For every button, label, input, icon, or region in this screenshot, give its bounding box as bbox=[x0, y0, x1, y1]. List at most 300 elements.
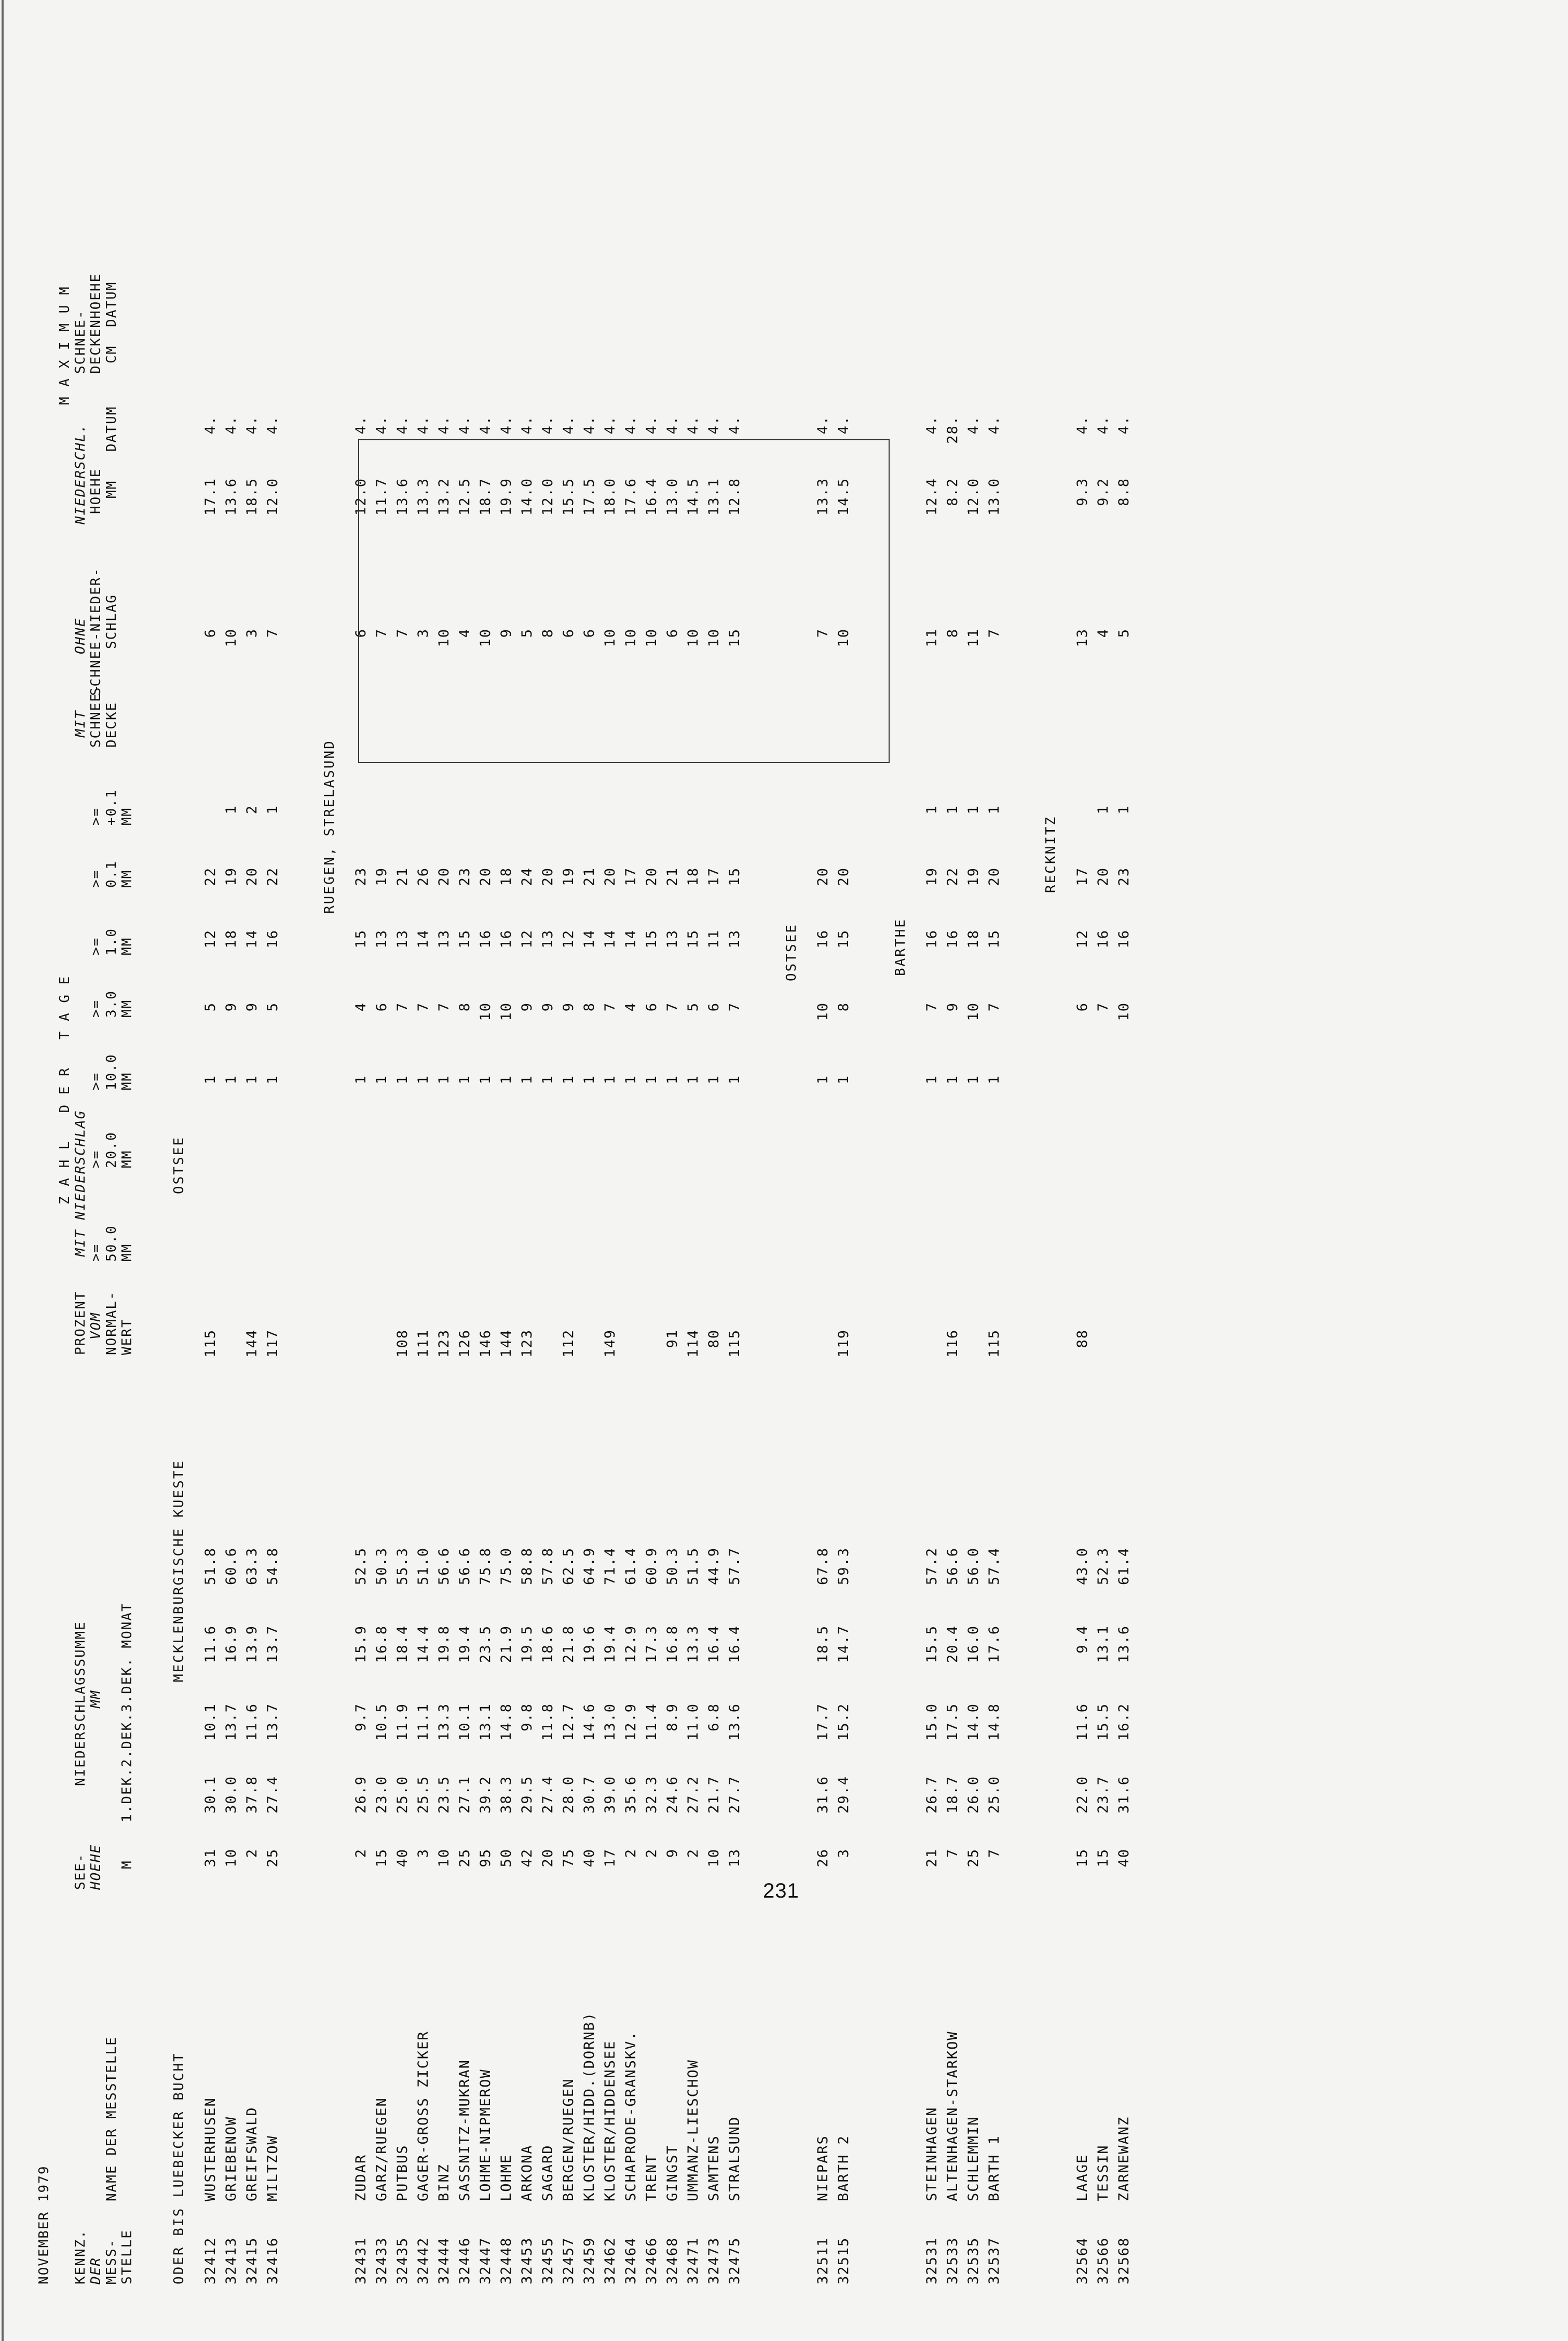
cell-d1: 27.4 bbox=[540, 1776, 556, 1814]
cell-ohne: 3 bbox=[415, 628, 431, 638]
cell-n10: 1 bbox=[478, 1075, 494, 1085]
cell-id: 32415 bbox=[244, 2237, 260, 2284]
section-marker: OSTSEE bbox=[784, 923, 799, 981]
cell-ohne: 13 bbox=[1074, 628, 1090, 647]
table-row bbox=[353, 10, 374, 2284]
cell-n01: 19 bbox=[924, 867, 940, 886]
cell-md: 4. bbox=[223, 415, 239, 435]
cell-ohne: 10 bbox=[623, 628, 639, 647]
cell-name: NIEPARS bbox=[815, 2135, 831, 2201]
cell-n1: 16 bbox=[815, 929, 831, 949]
cell-np: 1 bbox=[945, 805, 961, 815]
cell-mx: 14.5 bbox=[836, 478, 852, 516]
cell-d2: 11.8 bbox=[540, 1703, 556, 1741]
cell-m: 63.3 bbox=[244, 1547, 260, 1586]
header-nied-1: NIEDERSCHLAGSSUMME bbox=[73, 1621, 88, 1786]
cell-n10: 1 bbox=[561, 1075, 577, 1085]
threshold-thrv-4: 1.0 bbox=[104, 928, 119, 955]
threshold-thr-2: >= bbox=[88, 1072, 104, 1090]
cell-np: 1 bbox=[986, 805, 1002, 815]
cell-n01: 19 bbox=[374, 867, 390, 886]
cell-n01: 15 bbox=[727, 867, 743, 886]
cell-n01: 23 bbox=[353, 867, 369, 886]
cell-np: 1 bbox=[265, 805, 281, 815]
cell-d1: 30.7 bbox=[581, 1776, 597, 1814]
cell-md: 4. bbox=[836, 415, 852, 435]
section-marker: OSTSEE bbox=[171, 1136, 187, 1194]
cell-p: 115 bbox=[727, 1329, 743, 1358]
threshold-thrv-3: 3.0 bbox=[104, 990, 119, 1018]
cell-d1: 24.6 bbox=[664, 1776, 680, 1814]
cell-mx: 17.6 bbox=[623, 478, 639, 516]
cell-d2: 13.6 bbox=[727, 1703, 743, 1741]
cell-mx: 13.0 bbox=[664, 478, 680, 516]
cell-m: 62.5 bbox=[561, 1547, 577, 1586]
cell-n1: 15 bbox=[457, 929, 473, 949]
cell-n01: 20 bbox=[986, 867, 1002, 886]
cell-d2: 11.0 bbox=[685, 1703, 701, 1741]
cell-n3: 7 bbox=[602, 1002, 618, 1012]
cell-md: 4. bbox=[581, 415, 597, 435]
cell-ohne: 7 bbox=[265, 628, 281, 638]
cell-see: 40 bbox=[581, 1848, 597, 1868]
cell-p: 119 bbox=[836, 1329, 852, 1358]
cell-id: 32471 bbox=[685, 2237, 701, 2284]
cell-n10: 1 bbox=[836, 1075, 852, 1085]
cell-d3: 23.5 bbox=[478, 1625, 494, 1663]
threshold-thrv-0: 50.0 bbox=[104, 1225, 119, 1262]
cell-name: SCHLEMMIN bbox=[965, 2116, 981, 2201]
cell-md: 4. bbox=[353, 415, 369, 435]
cell-see: 3 bbox=[415, 1848, 431, 1858]
cell-mx: 9.3 bbox=[1074, 478, 1090, 506]
cell-m: 57.4 bbox=[986, 1547, 1002, 1586]
cell-n01: 21 bbox=[394, 867, 411, 886]
cell-name: STEINHAGEN bbox=[924, 2106, 940, 2201]
table-row bbox=[415, 10, 436, 2284]
cell-n3: 9 bbox=[945, 1002, 961, 1012]
cell-id: 32473 bbox=[706, 2237, 722, 2284]
cell-n3: 9 bbox=[223, 1002, 239, 1012]
cell-n10: 1 bbox=[706, 1075, 722, 1085]
cell-mx: 8.8 bbox=[1116, 478, 1132, 506]
cell-n10: 1 bbox=[244, 1075, 260, 1085]
cell-n3: 5 bbox=[685, 1002, 701, 1012]
cell-d3: 19.5 bbox=[519, 1625, 535, 1663]
cell-n1: 13 bbox=[436, 929, 452, 949]
cell-n01: 22 bbox=[202, 867, 219, 886]
threshold-thrmm-6: MM bbox=[119, 807, 135, 826]
cell-n3: 6 bbox=[644, 1002, 660, 1012]
cell-n01: 20 bbox=[436, 867, 452, 886]
cell-m: 60.6 bbox=[223, 1547, 239, 1586]
header-proz-3: NORMAL- bbox=[104, 1291, 119, 1355]
cell-name: GINGST bbox=[664, 2144, 680, 2201]
cell-d3: 11.6 bbox=[202, 1625, 219, 1663]
cell-n10: 1 bbox=[265, 1075, 281, 1085]
cell-n1: 13 bbox=[664, 929, 680, 949]
cell-m: 75.0 bbox=[498, 1547, 514, 1586]
cell-n01: 22 bbox=[945, 867, 961, 886]
cell-n3: 10 bbox=[965, 1002, 981, 1021]
cell-n1: 12 bbox=[561, 929, 577, 949]
cell-md: 4. bbox=[244, 415, 260, 435]
cell-d3: 16.0 bbox=[965, 1625, 981, 1663]
cell-md: 4. bbox=[706, 415, 722, 435]
cell-mx: 13.6 bbox=[223, 478, 239, 516]
cell-d3: 18.5 bbox=[815, 1625, 831, 1663]
cell-p: 112 bbox=[561, 1329, 577, 1358]
cell-d2: 14.8 bbox=[986, 1703, 1002, 1741]
cell-d2: 11.1 bbox=[415, 1703, 431, 1741]
cell-d1: 22.0 bbox=[1074, 1776, 1090, 1814]
header-proz-1: PROZENT bbox=[73, 1291, 88, 1355]
cell-d2: 14.0 bbox=[965, 1703, 981, 1741]
cell-n01: 19 bbox=[223, 867, 239, 886]
cell-np: 1 bbox=[965, 805, 981, 815]
cell-name: ARKONA bbox=[519, 2144, 535, 2201]
cell-p: 117 bbox=[265, 1329, 281, 1358]
cell-d1: 37.8 bbox=[244, 1776, 260, 1814]
cell-name: SASSNITZ-MUKRAN bbox=[457, 2059, 473, 2201]
table-row bbox=[965, 10, 986, 2284]
header-maxn-2: HOEHE bbox=[88, 468, 104, 514]
cell-mx: 13.3 bbox=[815, 478, 831, 516]
cell-see: 15 bbox=[1074, 1848, 1090, 1868]
cell-d3: 19.4 bbox=[457, 1625, 473, 1663]
cell-d2: 6.8 bbox=[706, 1703, 722, 1731]
cell-md: 4. bbox=[685, 415, 701, 435]
cell-n10: 1 bbox=[202, 1075, 219, 1085]
cell-d1: 26.9 bbox=[353, 1776, 369, 1814]
cell-mx: 13.1 bbox=[706, 478, 722, 516]
cell-d3: 13.3 bbox=[685, 1625, 701, 1663]
cell-n1: 16 bbox=[1116, 929, 1132, 949]
cell-n1: 14 bbox=[581, 929, 597, 949]
cell-see: 13 bbox=[727, 1848, 743, 1868]
cell-n3: 5 bbox=[202, 1002, 219, 1012]
cell-name: SCHAPRODE-GRANSKV. bbox=[623, 2031, 639, 2201]
cell-d1: 21.7 bbox=[706, 1776, 722, 1814]
cell-n1: 12 bbox=[519, 929, 535, 949]
cell-md: 28. bbox=[945, 415, 961, 444]
cell-name: BERGEN/RUEGEN bbox=[561, 2078, 577, 2201]
cell-md: 4. bbox=[664, 415, 680, 435]
cell-name: TRENT bbox=[644, 2154, 660, 2201]
table-row bbox=[202, 10, 223, 2284]
cell-ohne: 15 bbox=[727, 628, 743, 647]
cell-n3: 6 bbox=[1074, 1002, 1090, 1012]
cell-id: 32566 bbox=[1095, 2237, 1111, 2284]
cell-d2: 13.3 bbox=[436, 1703, 452, 1741]
header-max: M A X I M U M bbox=[57, 286, 73, 405]
cell-n1: 15 bbox=[685, 929, 701, 949]
header-see-unit: M bbox=[119, 1860, 135, 1869]
cell-d1: 23.7 bbox=[1095, 1776, 1111, 1814]
cell-n10: 1 bbox=[374, 1075, 390, 1085]
cell-n10: 1 bbox=[685, 1075, 701, 1085]
cell-n10: 1 bbox=[623, 1075, 639, 1085]
cell-d2: 9.7 bbox=[353, 1703, 369, 1731]
cell-n01: 20 bbox=[540, 867, 556, 886]
table-row bbox=[644, 10, 664, 2284]
header-dek: 1.DEK.2.DEK.3.DEK. MONAT bbox=[119, 1602, 135, 1822]
cell-d2: 13.7 bbox=[223, 1703, 239, 1741]
cell-d1: 26.7 bbox=[924, 1776, 940, 1814]
cell-mx: 13.0 bbox=[986, 478, 1002, 516]
threshold-thr-0: >= bbox=[88, 1243, 104, 1262]
threshold-thr-5: >= bbox=[88, 869, 104, 888]
cell-p: 114 bbox=[685, 1329, 701, 1358]
cell-m: 56.6 bbox=[945, 1547, 961, 1586]
cell-n01: 20 bbox=[244, 867, 260, 886]
cell-name: STRALSUND bbox=[727, 2116, 743, 2201]
cell-p: 123 bbox=[519, 1329, 535, 1358]
cell-id: 32416 bbox=[265, 2237, 281, 2284]
table-row bbox=[924, 10, 945, 2284]
cell-m: 52.5 bbox=[353, 1547, 369, 1586]
section-marker: RECKNITZ bbox=[1043, 815, 1059, 893]
cell-name: ZARNEWANZ bbox=[1116, 2116, 1132, 2201]
cell-d3: 16.4 bbox=[727, 1625, 743, 1663]
cell-d3: 16.8 bbox=[374, 1625, 390, 1663]
cell-d1: 30.1 bbox=[202, 1776, 219, 1814]
cell-n1: 16 bbox=[265, 929, 281, 949]
cell-see: 25 bbox=[965, 1848, 981, 1868]
cell-n3: 7 bbox=[415, 1002, 431, 1012]
cell-n01: 22 bbox=[265, 867, 281, 886]
cell-d3: 13.9 bbox=[244, 1625, 260, 1663]
cell-see: 2 bbox=[644, 1848, 660, 1858]
cell-m: 51.8 bbox=[202, 1547, 219, 1586]
cell-name: BARTH 1 bbox=[986, 2135, 1002, 2201]
cell-id: 32533 bbox=[945, 2237, 961, 2284]
cell-m: 71.4 bbox=[602, 1547, 618, 1586]
cell-n10: 1 bbox=[644, 1075, 660, 1085]
cell-d3: 16.9 bbox=[223, 1625, 239, 1663]
cell-ohne: 6 bbox=[561, 628, 577, 638]
cell-id: 32435 bbox=[394, 2237, 411, 2284]
threshold-thrmm-4: MM bbox=[119, 937, 135, 955]
cell-mx: 12.4 bbox=[924, 478, 940, 516]
cell-n10: 1 bbox=[394, 1075, 411, 1085]
table-row bbox=[374, 10, 394, 2284]
cell-md: 4. bbox=[519, 415, 535, 435]
cell-ohne: 10 bbox=[223, 628, 239, 647]
cell-p: 91 bbox=[664, 1329, 680, 1348]
cell-n1: 13 bbox=[727, 929, 743, 949]
cell-np: 2 bbox=[244, 805, 260, 815]
table-row bbox=[394, 10, 415, 2284]
cell-m: 56.6 bbox=[457, 1547, 473, 1586]
cell-md: 4. bbox=[924, 415, 940, 435]
cell-see: 75 bbox=[561, 1848, 577, 1868]
cell-ohne: 11 bbox=[924, 628, 940, 647]
cell-md: 4. bbox=[498, 415, 514, 435]
cell-id: 32447 bbox=[478, 2237, 494, 2284]
cell-name: SAMTENS bbox=[706, 2135, 722, 2201]
cell-d2: 13.7 bbox=[265, 1703, 281, 1741]
cell-name: ALTENHAGEN-STARKOW bbox=[945, 2031, 961, 2201]
table-row bbox=[623, 10, 644, 2284]
header-maxs-3: CM bbox=[104, 345, 119, 363]
cell-d3: 16.8 bbox=[664, 1625, 680, 1663]
header-mit-1: MIT bbox=[73, 710, 88, 737]
cell-md: 4. bbox=[965, 415, 981, 435]
cell-name: LAAGE bbox=[1074, 2154, 1090, 2201]
cell-n01: 20 bbox=[644, 867, 660, 886]
cell-name: GAGER-GROSS ZICKER bbox=[415, 2031, 431, 2201]
cell-d1: 25.0 bbox=[986, 1776, 1002, 1814]
cell-see: 42 bbox=[519, 1848, 535, 1868]
cell-n10: 1 bbox=[986, 1075, 1002, 1085]
cell-n3: 7 bbox=[436, 1002, 452, 1012]
table-row bbox=[223, 10, 244, 2284]
cell-n10: 1 bbox=[965, 1075, 981, 1085]
cell-d2: 15.0 bbox=[924, 1703, 940, 1741]
cell-d1: 27.1 bbox=[457, 1776, 473, 1814]
cell-n01: 17 bbox=[1074, 867, 1090, 886]
cell-d3: 13.7 bbox=[265, 1625, 281, 1663]
cell-ohne: 10 bbox=[478, 628, 494, 647]
cell-id: 32442 bbox=[415, 2237, 431, 2284]
table-row bbox=[581, 10, 602, 2284]
cell-ohne: 7 bbox=[394, 628, 411, 638]
page-header: NOVEMBER 1979 bbox=[36, 2165, 52, 2284]
cell-id: 32531 bbox=[924, 2237, 940, 2284]
cell-n3: 4 bbox=[623, 1002, 639, 1012]
cell-md: 4. bbox=[1095, 415, 1111, 435]
cell-id: 32568 bbox=[1116, 2237, 1132, 2284]
cell-p: 144 bbox=[498, 1329, 514, 1358]
cell-d2: 9.8 bbox=[519, 1703, 535, 1731]
cell-id: 32535 bbox=[965, 2237, 981, 2284]
cell-d3: 13.6 bbox=[1116, 1625, 1132, 1663]
cell-id: 32448 bbox=[498, 2237, 514, 2284]
cell-see: 9 bbox=[664, 1848, 680, 1858]
header-mitnied: MIT NIEDERSCHLAG bbox=[73, 1109, 88, 1256]
cell-n3: 6 bbox=[706, 1002, 722, 1012]
cell-see: 17 bbox=[602, 1848, 618, 1868]
cell-n1: 18 bbox=[223, 929, 239, 949]
cell-d3: 17.3 bbox=[644, 1625, 660, 1663]
cell-d3: 15.9 bbox=[353, 1625, 369, 1663]
cell-id: 32515 bbox=[836, 2237, 852, 2284]
cell-n1: 16 bbox=[498, 929, 514, 949]
cell-m: 50.3 bbox=[664, 1547, 680, 1586]
threshold-thrv-1: 20.0 bbox=[104, 1131, 119, 1168]
cell-see: 2 bbox=[685, 1848, 701, 1858]
cell-ohne: 8 bbox=[945, 628, 961, 638]
cell-d1: 38.3 bbox=[498, 1776, 514, 1814]
cell-p: 144 bbox=[244, 1329, 260, 1358]
cell-d1: 39.2 bbox=[478, 1776, 494, 1814]
section-marker: RUEGEN, STRELASUND bbox=[322, 739, 337, 914]
cell-md: 4. bbox=[602, 415, 618, 435]
cell-see: 31 bbox=[202, 1848, 219, 1868]
cell-md: 4. bbox=[394, 415, 411, 435]
cell-n01: 18 bbox=[685, 867, 701, 886]
cell-n3: 8 bbox=[836, 1002, 852, 1012]
cell-md: 4. bbox=[561, 415, 577, 435]
cell-d1: 31.6 bbox=[815, 1776, 831, 1814]
cell-m: 43.0 bbox=[1074, 1547, 1090, 1586]
cell-ohne: 5 bbox=[519, 628, 535, 638]
cell-id: 32431 bbox=[353, 2237, 369, 2284]
cell-n01: 20 bbox=[815, 867, 831, 886]
cell-d2: 15.2 bbox=[836, 1703, 852, 1741]
cell-md: 4. bbox=[623, 415, 639, 435]
cell-n3: 6 bbox=[374, 1002, 390, 1012]
header-mit-2: SCHNEE- bbox=[88, 683, 104, 748]
cell-d3: 18.6 bbox=[540, 1625, 556, 1663]
cell-m: 59.3 bbox=[836, 1547, 852, 1586]
header-ohne-1: OHNE bbox=[73, 617, 88, 654]
threshold-thr-3: >= bbox=[88, 999, 104, 1018]
cell-d3: 13.1 bbox=[1095, 1625, 1111, 1663]
cell-id: 32511 bbox=[815, 2237, 831, 2284]
cell-m: 52.3 bbox=[1095, 1547, 1111, 1586]
cell-md: 4. bbox=[202, 415, 219, 435]
cell-d1: 32.3 bbox=[644, 1776, 660, 1814]
cell-id: 32537 bbox=[986, 2237, 1002, 2284]
cell-n01: 20 bbox=[602, 867, 618, 886]
cell-n10: 1 bbox=[498, 1075, 514, 1085]
cell-name: LOHME-NIPMEROW bbox=[478, 2068, 494, 2201]
cell-m: 57.2 bbox=[924, 1547, 940, 1586]
cell-p: 146 bbox=[478, 1329, 494, 1358]
threshold-thrmm-5: MM bbox=[119, 869, 135, 888]
cell-name: KLOSTER/HIDD.(DORNB) bbox=[581, 2011, 597, 2201]
threshold-thrv-5: 0.1 bbox=[104, 860, 119, 888]
cell-n10: 1 bbox=[436, 1075, 452, 1085]
cell-see: 7 bbox=[945, 1848, 961, 1858]
cell-see: 25 bbox=[457, 1848, 473, 1868]
cell-d2: 16.2 bbox=[1116, 1703, 1132, 1741]
cell-np: 1 bbox=[1116, 805, 1132, 815]
cell-d1: 28.0 bbox=[561, 1776, 577, 1814]
cell-ohne: 4 bbox=[457, 628, 473, 638]
table-row bbox=[727, 10, 747, 2284]
threshold-thrmm-2: MM bbox=[119, 1072, 135, 1090]
header-maxn-3: MM bbox=[104, 480, 119, 498]
cell-ohne: 7 bbox=[815, 628, 831, 638]
cell-md: 4. bbox=[540, 415, 556, 435]
cell-d2: 11.6 bbox=[244, 1703, 260, 1741]
section-marker: BARTHE bbox=[893, 918, 908, 976]
table-row bbox=[540, 10, 561, 2284]
cell-md: 4. bbox=[457, 415, 473, 435]
cell-n3: 10 bbox=[498, 1002, 514, 1021]
cell-m: 56.0 bbox=[965, 1547, 981, 1586]
cell-n10: 1 bbox=[815, 1075, 831, 1085]
cell-n01: 23 bbox=[1116, 867, 1132, 886]
cell-id: 32446 bbox=[457, 2237, 473, 2284]
cell-id: 32466 bbox=[644, 2237, 660, 2284]
table-row bbox=[815, 10, 836, 2284]
cell-d3: 19.8 bbox=[436, 1625, 452, 1663]
cell-d3: 14.7 bbox=[836, 1625, 852, 1663]
bracket-box bbox=[358, 439, 890, 763]
cell-ohne: 8 bbox=[540, 628, 556, 638]
cell-n1: 14 bbox=[415, 929, 431, 949]
cell-see: 2 bbox=[623, 1848, 639, 1858]
cell-d2: 13.1 bbox=[478, 1703, 494, 1741]
cell-n1: 14 bbox=[602, 929, 618, 949]
cell-n10: 1 bbox=[924, 1075, 940, 1085]
cell-id: 32475 bbox=[727, 2237, 743, 2284]
header-kennz-4: STELLE bbox=[119, 2229, 135, 2284]
